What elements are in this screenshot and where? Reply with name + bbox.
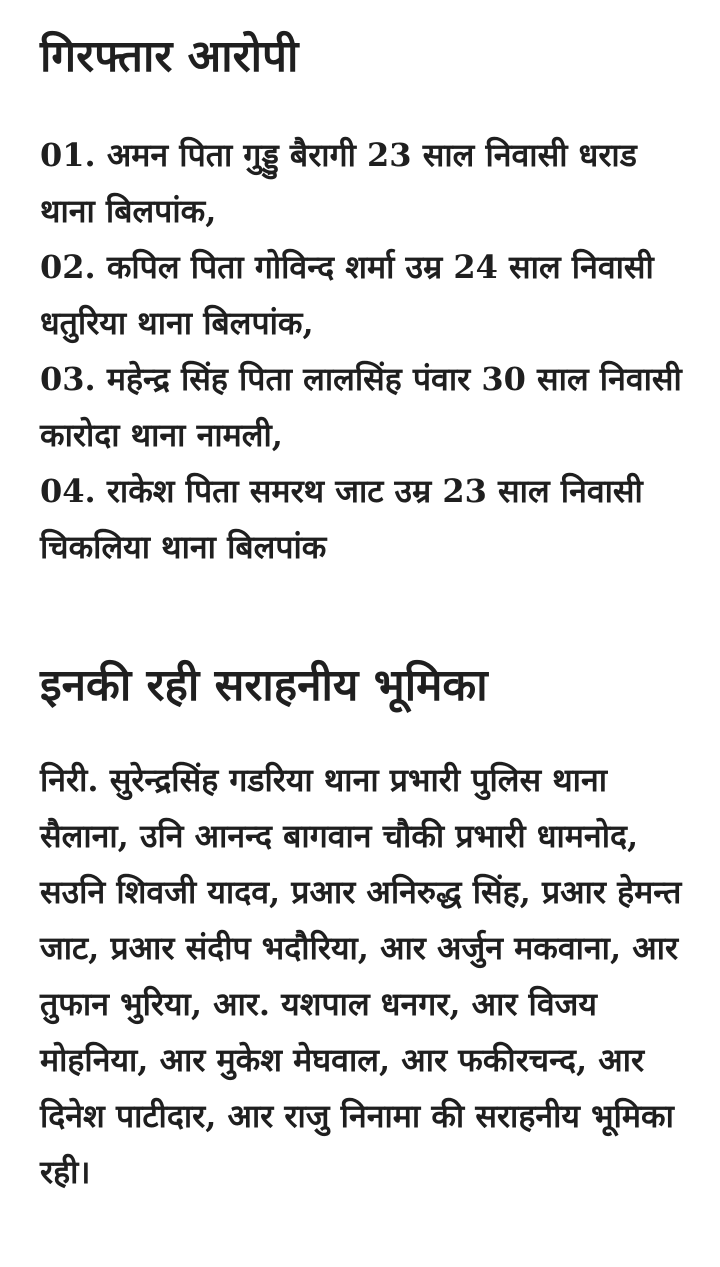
commendable-role-text: निरी. सुरेन्द्रसिंह गडरिया थाना प्रभारी पुलिस थाना सैलाना, उनि आनन्द बागवान चौकी प्रभारी धामनोद, सउनि शिवजी यादव, प्रआर अनिरुद्ध सिंह, प्रआर हेमन्त जाट, प्रआर संदीप भदौरिया, आर अर्जुन मकवाना, आर तुफान भुरिया, आर. यशपाल धनगर, आर विजय मोहनिया, आर मुकेश मेघवाल, आर फकीरचन्द, आर दिनेश पाटीदार, आर राजु निनामा की सराहनीय भूमिका रही। <box>40 761 682 1192</box>
accused-item-2: 02. कपिल पिता गोविन्द शर्मा उम्र 24 साल निवासी धतुरिया थाना बिलपांक, <box>40 248 654 343</box>
accused-item-1: 01. अमन पिता गुड्डु बैरागी 23 साल निवासी धराड थाना बिलपांक, <box>40 136 637 231</box>
accused-heading: गिरफ्तार आरोपी <box>40 31 299 82</box>
accused-item-3: 03. महेन्द्र सिंह पिता लालसिंह पंवार 30 साल निवासी कारोदा थाना नामली, <box>40 360 682 455</box>
accused-item-4: 04. राकेश पिता समरथ जाट उम्र 23 साल निवासी चिकलिया थाना बिलपांक <box>40 472 643 567</box>
accused-list <box>40 127 682 575</box>
commendable-role-heading: इनकी रही सराहनीय भूमिका <box>40 660 488 712</box>
